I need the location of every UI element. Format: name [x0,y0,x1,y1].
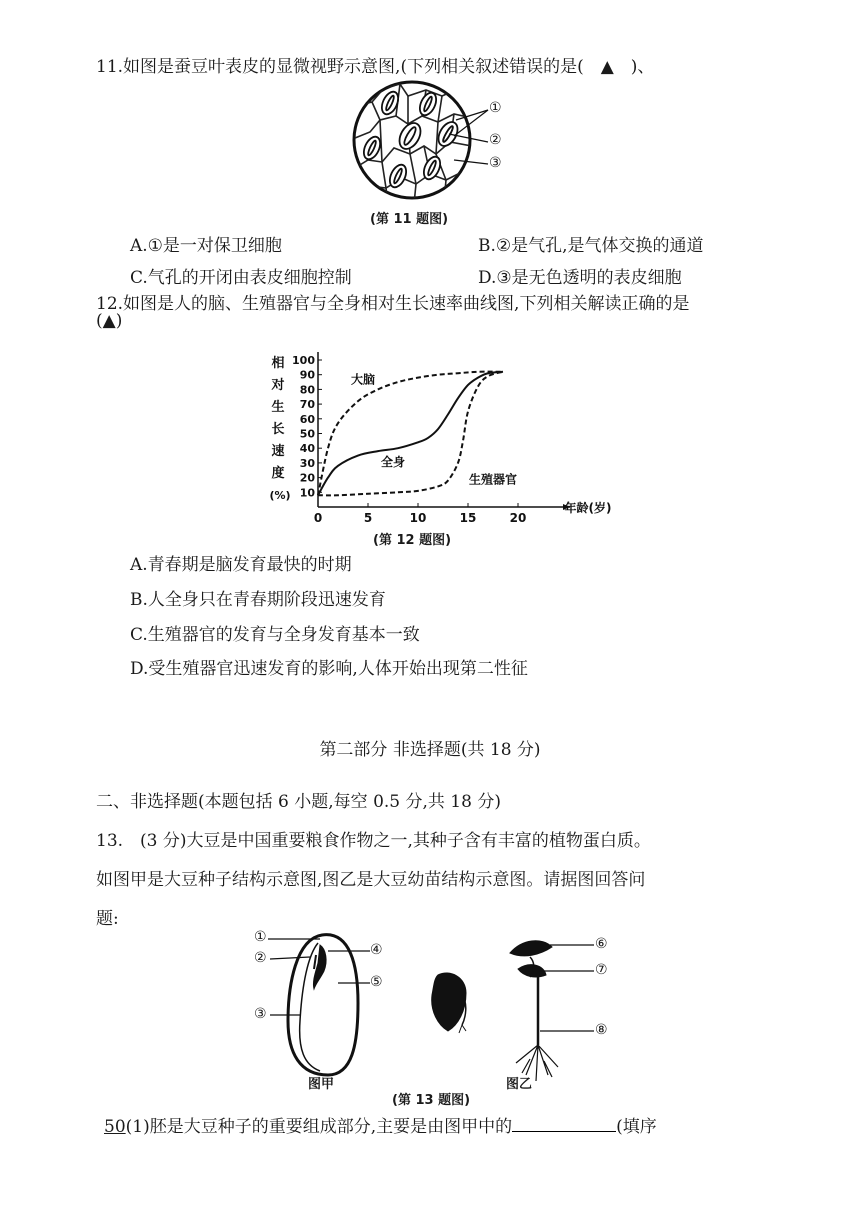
y-tick-label: 80 [299,383,315,397]
q13-sub1-answer-blank[interactable] [512,1116,616,1132]
q11-figure-leaf-epidermis [350,76,520,224]
q13-label-2: ② [254,950,267,966]
q13-figure [240,925,640,1108]
q12-option-c: C.生殖器官的发育与全身发育基本一致 [130,625,420,645]
q12-chart-svg [262,345,612,535]
q12-option-a: A.青春期是脑发育最快的时期 [130,555,352,575]
q12-growth-chart [262,345,612,535]
y-axis-label-char: 生 [271,400,285,415]
x-tick-label: 10 [409,511,427,525]
q13-label-5: ⑤ [370,974,383,990]
x-tick-label: 5 [363,511,373,525]
q11-option-c: C.气孔的开闭由表皮细胞控制 [130,268,352,288]
q13-label-1: ① [254,929,267,945]
q11-label-1: ① [489,100,502,116]
y-tick-label: 70 [299,398,315,412]
y-tick-label: 60 [299,412,315,426]
q12-stem-line1: 12.如图是人的脑、生殖器官与全身相对生长速率曲线图,下列相关解读正确的是 [96,294,690,314]
y-axis-label-char: 相 [271,356,285,371]
q13-label-4: ④ [370,942,383,958]
y-tick-label: 30 [299,456,315,470]
q11-caption: (第 11 题图) [370,212,449,227]
q13-fig-yi-label: 图乙 [506,1077,533,1092]
q12-stem-line2: (▲) [96,311,123,331]
q13-sub1-handwritten-number: 50 [104,1117,126,1137]
y-tick-label: 40 [299,442,315,456]
x-tick-label: 0 [313,511,323,525]
y-axis-label-char: 速 [271,444,285,459]
q13-label-3: ③ [254,1006,267,1022]
q11-stem: 11.如图是蚕豆叶表皮的显微视野示意图,(下列相关叙述错误的是( ▲ )、 [96,57,655,77]
y-axis-label-char: 长 [271,422,285,437]
q13-fig-jia-label: 图甲 [308,1077,335,1092]
q11-option-a: A.①是一对保卫细胞 [130,236,282,256]
q13-caption: (第 13 题图) [392,1093,471,1108]
y-tick-label: 90 [299,368,315,382]
q11-option-d: D.③是无色透明的表皮细胞 [478,268,682,288]
q13-line2: 如图甲是大豆种子结构示意图,图乙是大豆幼苗结构示意图。请据图回答问 [96,870,646,890]
q13-label-6: ⑥ [595,936,608,952]
y-axis-label-unit: (%) [269,489,291,502]
y-tick-label: 20 [299,471,315,485]
part-title: 第二部分 非选择题(共 18 分) [319,740,541,760]
q13-line3: 题: [96,909,119,929]
q13-label-8: ⑧ [595,1022,608,1038]
x-tick-label: 15 [459,511,477,525]
y-tick-label: 10 [299,486,315,500]
q12-option-d: D.受生殖器官迅速发育的影响,人体开始出现第二性征 [130,659,528,679]
q13-label-7: ⑦ [595,962,608,978]
q12-caption: (第 12 题图) [373,533,452,548]
y-axis-label-char: 度 [271,466,285,481]
series-label-2: 生殖器官 [468,472,518,487]
q11-label-2: ② [489,132,502,148]
q11-label-3: ③ [489,155,502,171]
q13-sub1 [104,1112,657,1137]
series-label-1: 全身 [380,454,406,469]
y-tick-label: 100 [292,354,315,367]
q11-option-b: B.②是气孔,是气体交换的通道 [478,236,704,256]
y-tick-label: 50 [299,427,315,441]
y-axis-label-char: 对 [271,378,285,393]
q12-option-b: B.人全身只在青春期阶段迅速发育 [130,590,386,610]
q13-sub1-text: (1)胚是大豆种子的重要组成部分,主要是由图甲中的 [125,1117,513,1137]
q13-line1: 13. (3 分)大豆是中国重要粮食作物之一,其种子含有丰富的植物蛋白质。 [96,831,651,851]
q13-sub1-tail: (填序 [616,1117,657,1137]
series-label-0: 大脑 [350,372,376,387]
section-heading: 二、非选择题(本题包括 6 小题,每空 0.5 分,共 18 分) [96,792,501,812]
x-axis-label: 年龄(岁) [564,501,612,515]
x-tick-label: 20 [509,511,527,525]
